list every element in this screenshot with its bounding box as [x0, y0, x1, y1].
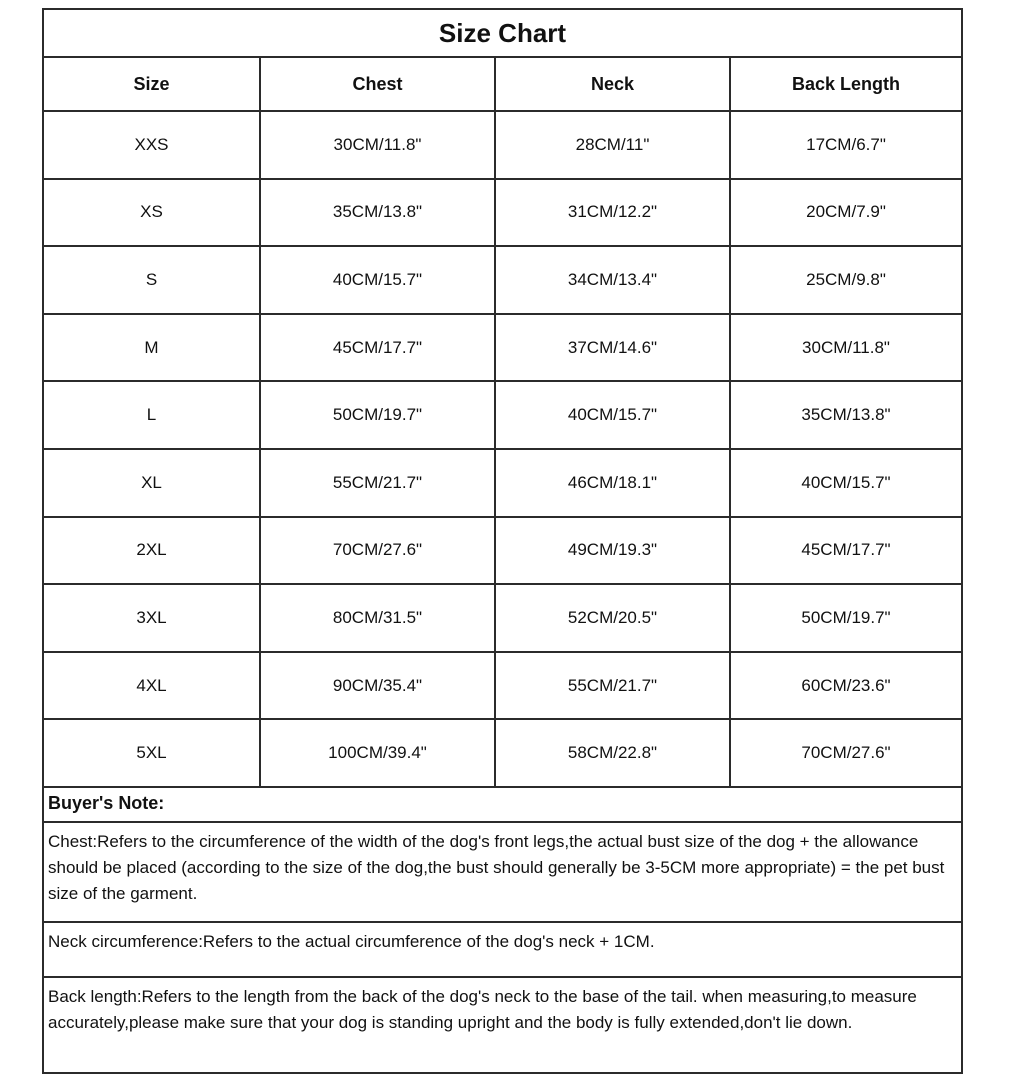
cell-size: S: [44, 246, 260, 314]
cell-back-length: 60CM/23.6": [730, 652, 961, 720]
notes-title: Buyer's Note:: [44, 785, 961, 823]
buyers-notes: [44, 785, 961, 1074]
cell-neck: 58CM/22.8": [495, 719, 730, 787]
cell-chest: 70CM/27.6": [260, 517, 495, 585]
cell-size: XS: [44, 179, 260, 247]
table-row: [44, 246, 961, 314]
header-neck: Neck: [495, 58, 730, 111]
note-neck: Neck circumference:Refers to the actual circumference of the dog's neck + 1CM.: [44, 923, 961, 978]
table-row: [44, 111, 961, 179]
cell-size: 2XL: [44, 517, 260, 585]
table-row: [44, 314, 961, 382]
table-row: [44, 719, 961, 787]
table-row: [44, 652, 961, 720]
header-back-length: Back Length: [730, 58, 961, 111]
cell-chest: 40CM/15.7": [260, 246, 495, 314]
size-table: [44, 58, 961, 788]
cell-size: 3XL: [44, 584, 260, 652]
cell-neck: 55CM/21.7": [495, 652, 730, 720]
cell-neck: 46CM/18.1": [495, 449, 730, 517]
cell-chest: 90CM/35.4": [260, 652, 495, 720]
cell-neck: 34CM/13.4": [495, 246, 730, 314]
cell-back-length: 20CM/7.9": [730, 179, 961, 247]
cell-size: M: [44, 314, 260, 382]
cell-neck: 31CM/12.2": [495, 179, 730, 247]
cell-back-length: 25CM/9.8": [730, 246, 961, 314]
cell-size: L: [44, 381, 260, 449]
cell-neck: 40CM/15.7": [495, 381, 730, 449]
table-row: [44, 584, 961, 652]
table-header-row: [44, 58, 961, 111]
note-chest: Chest:Refers to the circumference of the width of the dog's front legs,the actual bust size of the dog + the allowance should be placed (according to the size of the dog,the bust should generally be 3-5CM more appropriate) = the pet bust size of the garment.: [44, 823, 961, 923]
note-back-length: Back length:Refers to the length from the back of the dog's neck to the base of the tail. when measuring,to measure accurately,please make sure that your dog is standing upright and the body is fully extended,don't lie down.: [48, 987, 917, 1032]
cell-chest: 45CM/17.7": [260, 314, 495, 382]
cell-chest: 55CM/21.7": [260, 449, 495, 517]
cell-back-length: 45CM/17.7": [730, 517, 961, 585]
page-title: Size Chart: [44, 10, 961, 58]
cell-chest: 80CM/31.5": [260, 584, 495, 652]
table-row: [44, 517, 961, 585]
cell-back-length: 40CM/15.7": [730, 449, 961, 517]
cell-neck: 28CM/11": [495, 111, 730, 179]
cell-size: 5XL: [44, 719, 260, 787]
cell-chest: 50CM/19.7": [260, 381, 495, 449]
cell-back-length: 35CM/13.8": [730, 381, 961, 449]
cell-size: XL: [44, 449, 260, 517]
cell-back-length: 70CM/27.6": [730, 719, 961, 787]
cell-neck: 37CM/14.6": [495, 314, 730, 382]
header-chest: Chest: [260, 58, 495, 111]
table-row: [44, 381, 961, 449]
cell-back-length: 50CM/19.7": [730, 584, 961, 652]
size-chart-sheet: [42, 8, 963, 1074]
cell-chest: 35CM/13.8": [260, 179, 495, 247]
cell-back-length: 30CM/11.8": [730, 314, 961, 382]
table-row: [44, 179, 961, 247]
cell-chest: 100CM/39.4": [260, 719, 495, 787]
cell-neck: 52CM/20.5": [495, 584, 730, 652]
cell-back-length: 17CM/6.7": [730, 111, 961, 179]
header-size: Size: [44, 58, 260, 111]
cell-chest: 30CM/11.8": [260, 111, 495, 179]
cell-size: XXS: [44, 111, 260, 179]
cell-neck: 49CM/19.3": [495, 517, 730, 585]
cell-size: 4XL: [44, 652, 260, 720]
table-row: [44, 449, 961, 517]
